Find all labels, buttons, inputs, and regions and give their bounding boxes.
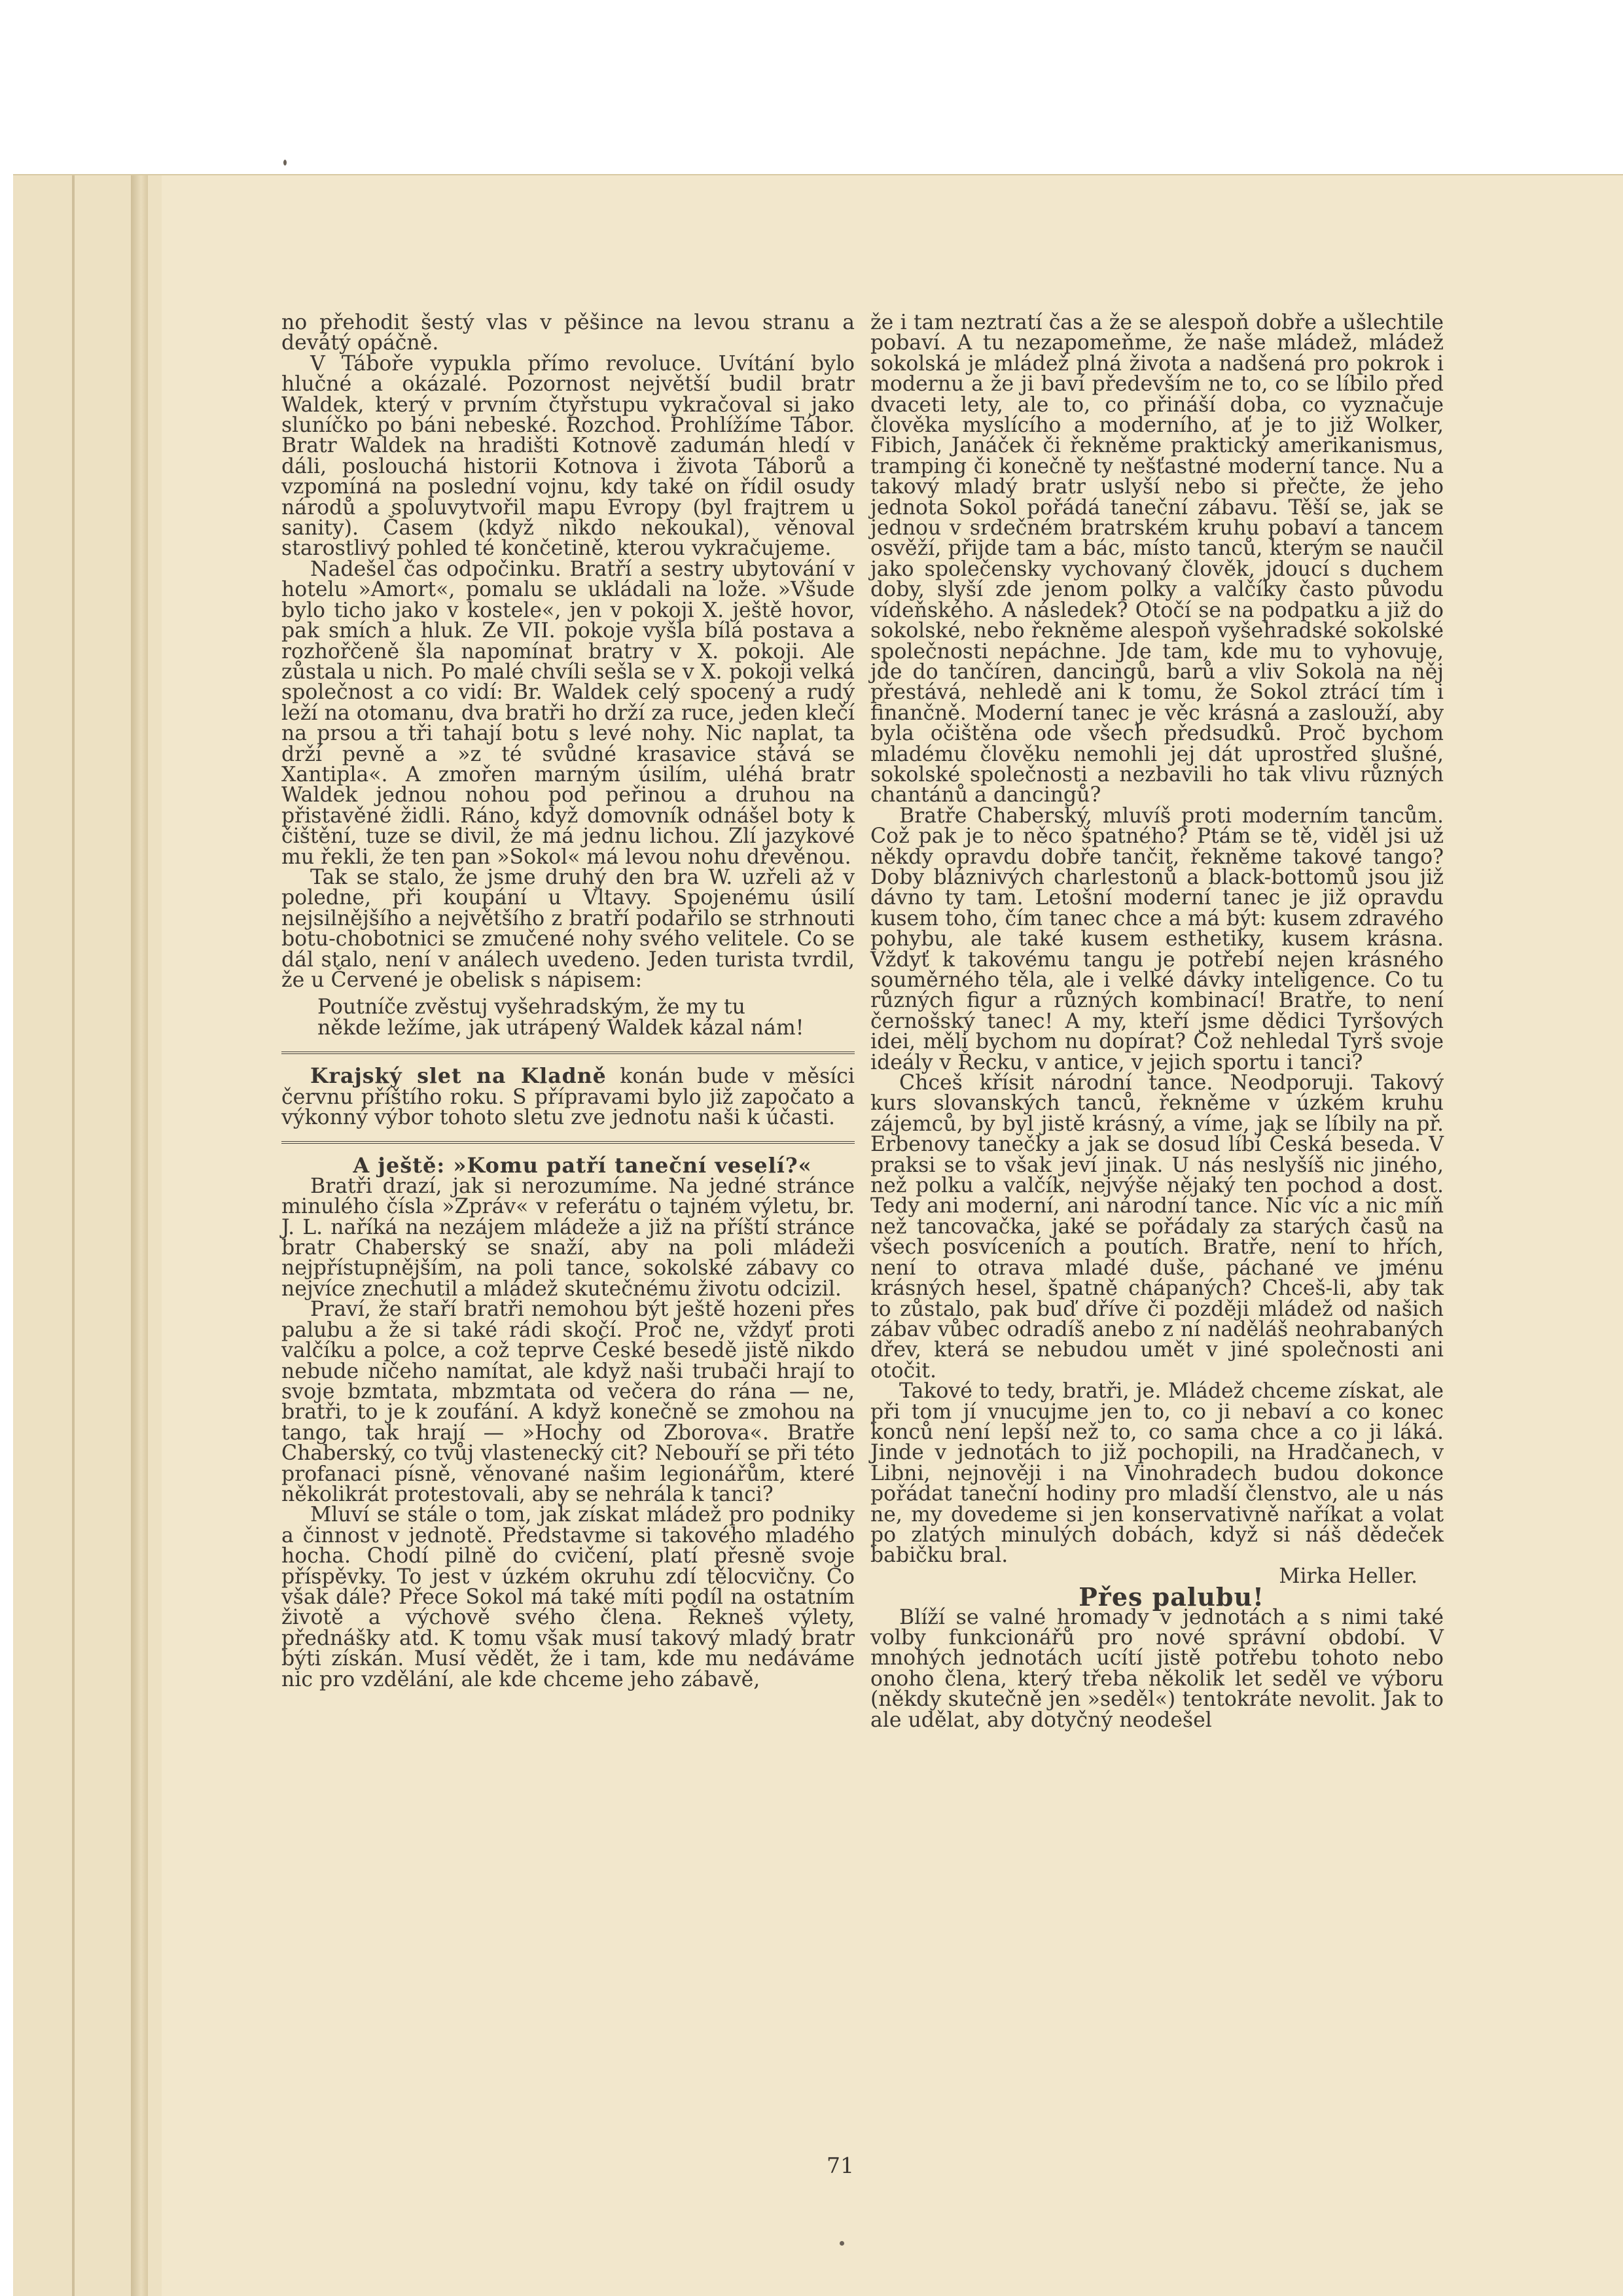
paragraph: Mluví se stále o tom, jak získat mládež pro podniky a činnost v jednotě. Představme si takového mladého hocha. Chodí pilně do cvičení, platí přesně svoje příspěvky. To jest v úzkém okruhu zdí tělocvičny. Co však dále? Přece Sokol má také míti podíl na ostatním životě a výchově svého člena. Řekneš výlety, přednášky atd. K tomu však musí takový mladý bratr býti získán. Musí vědět, že i tam, kde mu nedáváme nic pro vzdělání, ale kde chceme jeho zábavě, xyxy=(281,1503,855,1691)
paragraph: Bratře Chaberský, mluvíš proti moderním tancům. Což pak je to něco špatného? Ptám se tě, viděl jsi už někdy opravdu dobře tančit, řekněme takové tango? Doby bláznivých charlestonů a black-bottomů jsou již dávno ty tam. Letošní moderní tanec je již opravdu kusem toho, čím tanec chce a má být: kusem zdravého pohybu, ale také kusem esthetiky, kusem krásna. Vždyť k takovému tangu je potřebí nejen krásného souměrného těla, ale i velké dávky inteligence. Co tu různých figur a různých kombinací! Bratře, to není černošský tanec! A my, kteří jsme dědici Tyršových idei, měli bychom nu dopírat? Což nehledal Tyrš svoje ideály v Řecku, v antice, v jejich sportu i tanci? xyxy=(870,804,1444,1074)
paragraph: V Táboře vypukla přímo revoluce. Uvítání bylo hlučné a okázalé. Pozornost největší budil bratr Waldek, který v prvním čtyřstupu vykračoval si jako sluníčko po báni nebeské. Rozchod. Prohlížíme Tábor. Bratr Waldek na hradišti Kotnově zadumán hledí v dáli, poslouchá historii Kotnova i života Táborů a vzpomíná na poslední vojnu, kdy také on řídil osudy národů a spoluvytvořil mapu Evropy (byl frajtrem u sanity). Časem (když nikdo nekoukal), věnoval starostlivý pohled té končetině, kterou vykračujeme. xyxy=(281,351,855,561)
paragraph: Tak se stalo, že jsme druhý den bra W. uzřeli až v poledne, při koupání u Vltavy. Spojenému úsilí nejsilnějšího a největšího z bratří podařilo se strhnouti botu-chobotnici se zmučené nohy svého velitele. Co se dál stalo, není v análech uvedeno. Jeden turista tvrdil, že u Červené je obelisk s nápisem: xyxy=(281,865,855,992)
epitaph-poem xyxy=(317,997,855,1038)
paragraph: Bratři drazí, jak si nerozumíme. Na jedné stránce minulého čísla »Zpráv« v referátu o tajném výletu, br. J. L. naříká na nezájem mládeže a již na příští stránce bratr Chaberský se snaží, aby na poli mládeži nejpřístupnějším, na poli tance, sokolské zábavy co nejvíce znechutil a mládež skutečnému životu odcizil. xyxy=(281,1174,855,1301)
paragraph: Praví, že staří bratři nemohou být ještě hozeni přes palubu a že si také rádi skočí. Proč ne, vždyť proti valčíku a polce, a což teprve České besedě jistě nikdo nebude ničeho namítat, ale když naši trubači hrají to svoje bzmtata, mbzmtata od večera do rána — ne, bratři, to je k zoufání. A když konečně se zmohou na tango, tak hrají — »Hochy od Zborova«. Bratře Chaberský, co tvůj vlastenecký cit? Nebouří se při této profanaci písně, věnované našim legionářům, které několikrát protestovali, aby se nehrála k tanci? xyxy=(281,1298,855,1506)
paragraph: Nadešel čas odpočinku. Bratří a sestry ubytování v hotelu »Amort«, pomalu se ukládali na lože. »Všude bylo ticho jako v kostele«, jen v pokoji X. ještě hovor, pak smích a hluk. Ze VII. pokoje vyšla bílá postava a rozhořčeně šla napomínat bratry v X. pokoji. Ale zůstala u nich. Po malé chvíli sešla se v X. pokoji velká společnost a co vidí: Br. Waldek celý spocený a rudý leží na otomanu, dva bratři ho drží za ruce, jeden klečí na prsou a tři tahají botu s levé nohy. Nic naplat, ta drží pevně a »z té svůdné krasavice stává se Xantipla«. A zmořen marným úsilím, uléhá bratr Waldek jednou nohou pod peřinou a druhou na přistavěné židli. Ráno, když domovník odnášel boty k čištění, tuze se divil, že má jednu lichou. Zlí jazykové mu řekli, že ten pan »Sokol« má levou nohu dřevěnou. xyxy=(281,557,855,869)
paragraph: no přehodit šestý vlas v pěšince na levou stranu a devátý opáčně. xyxy=(281,311,855,355)
left-column xyxy=(281,313,855,1690)
paragraph: Chceš křísit národní tance. Neodporuji. Takový kurs slovanských tanců, řekněme v úzkém kruhu zájemců, by byl jistě krásný, a víme, jak se líbily na př. Erbenovy tanečky a jak se dosud líbí Česká beseda. V praksi se to však jeví jinak. U nás neslyšíš nic jiného, než polku a valčík, nejvýše nějaký ten pochod a dost. Tedy ani moderní, ani národní tance. Nic víc a nic míň než tancovačka, jaké se pořádaly za starých časů na všech posvíceních a poutích. Bratře, není to hřích, není to otrava mladé duše, páchané ve jménu krásných hesel, špatně chápaných? Chceš-li, aby tak to zůstalo, pak buď dříve či později mládež od našich zábav vůbec odradíš anebo z ní naděláš neohrabaných dřev, která se nebudou umět v jiné společnosti ani otočit. xyxy=(870,1071,1444,1383)
article-heading-2: Přes palubu! xyxy=(1079,1582,1264,1612)
right-column xyxy=(870,313,1444,1731)
notice-text: konán bude v měsíci červnu příštího roku. S přípravami bylo již započato a výkonný výbor tohoto sletu zve jednotu naši k účasti. xyxy=(281,1065,855,1130)
paper-fold xyxy=(131,175,148,2296)
notice-title: Krajský slet na Kladně xyxy=(310,1064,607,1089)
paragraph: Blíží se valné hromady v jednotách a s nimi také volby funkcionářů pro nové správní období. V mnohých jednotách ucítí jistě potřebu tohoto nebo onoho člena, který třeba několik let seděl ve výboru (někdy skutečně jen »seděl«) tentokráte nevolit. Jak to ale udělat, aby dotyčný neodešel xyxy=(870,1605,1444,1732)
article-heading: A ještě: »Komu patří taneční veselí?« xyxy=(353,1153,812,1178)
slet-notice xyxy=(281,1066,855,1128)
double-rule xyxy=(281,1141,855,1144)
ink-speck xyxy=(840,2241,844,2246)
ink-speck xyxy=(283,160,287,166)
paragraph: Takové to tedy, bratři, je. Mládež chceme získat, ale při tom jí vnucujme jen to, co ji nebaví a co konec konců není lepší než to, co sama chce a co ji láká. Jinde v jednotách to již pochopili, na Hradčanech, v Libni, nejnověji i na Vinohradech budou dokonce pořádat taneční hodiny pro mladší členstvo, ale u nás ne, my dovedeme si jen konservativně naříkat a volat po zlatých minulých dobách, když si náš dědeček babičku bral. xyxy=(870,1379,1444,1568)
paragraph: že i tam neztratí čas a že se alespoň dobře a ušlechtile pobaví. A tu nezapomeňme, že naše mládež, mládež sokolská je mládež plná života a nadšená pro pokrok i modernu a že ji baví především ne to, co se líbilo před dvaceti lety, ale to, co přináší doba, co vyznačuje člověka myslícího a moderního, ať je to již Wolker, Fibich, Janáček či řekněme praktický amerikanismus, tramping či konečně ty nešťastné moderní tance. Nu a takový mladý bratr uslyší nebo si přečte, že jeho jednota Sokol pořádá taneční zábavu. Těší se, jak se jednou v srdečném bratrském kruhu pobaví a tancem osvěží, přijde tam a bác, místo tanců, kterým se naučil jako společensky vychovaný člověk, jdoucí s duchem doby, slyší zde jenom polky a valčíky často původu vídeňského. A následek? Otočí se na podpatku a již do sokolské, nebo řekněme alespoň vyšehradské sokolské společnosti nepáchne. Jde tam, kde mu to vyhovuje, jde do tančíren, dancingů, barů a vliv Sokola na něj přestává, nehledě ani k tomu, že Sokol ztrácí tím i finančně. Moderní tanec je věc krásná a zaslouží, aby byla očištěna ode všech předsudků. Proč bychom mladému člověku nemohli jej dát uprostřed slušné, sokolské společnosti a nezbavili ho tak vlivu různých chantánů a dancingů? xyxy=(870,311,1444,807)
page-number: 71 xyxy=(827,2153,854,2178)
poem-line: někde ležíme, jak utrápený Waldek kázal nám! xyxy=(317,1016,804,1040)
author-signature: Mirka Heller. xyxy=(1279,1564,1418,1588)
double-rule xyxy=(281,1051,855,1054)
poem-line: Poutníče zvěstuj vyšehradským, že my tu xyxy=(317,995,745,1019)
paper-crease xyxy=(72,175,75,2296)
